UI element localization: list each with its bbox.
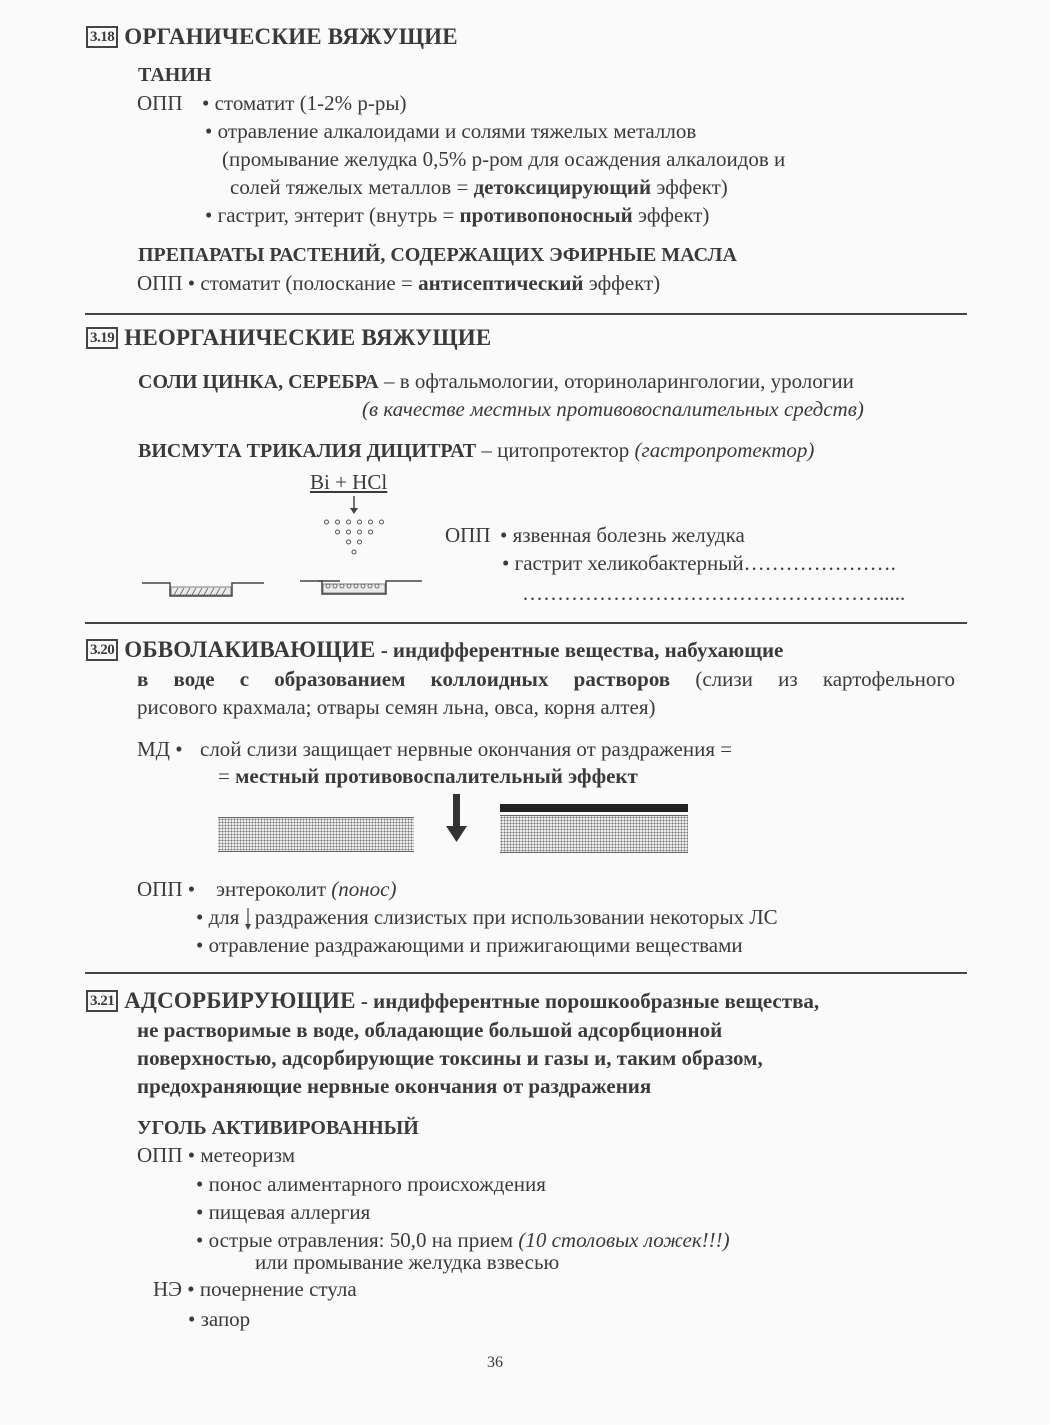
- tanin-line-5: • гастрит, энтерит (внутрь = противопоносный эффект): [205, 203, 710, 227]
- down-arrow-icon: [446, 794, 468, 844]
- precipitate-circle: [380, 520, 384, 524]
- section-definition-2: в воде с образованием коллоидных растворов (слизи из картофельного: [137, 667, 955, 691]
- divider: [85, 622, 967, 624]
- tanin-line-1: • стоматит (1-2% р-ры): [202, 91, 407, 115]
- coal-opp-1: ОПП • метеоризм: [137, 1143, 295, 1167]
- coal-opp-2: • понос алиментарного происхождения: [196, 1172, 546, 1196]
- section-definition-3: рисового крахмала; отвары семян льна, овса, корня алтея): [137, 695, 656, 719]
- tanin-line-2: • отравление алкалоидами и солями тяжелых металлов: [205, 119, 697, 143]
- ulcer-diagram: [140, 576, 270, 604]
- mucosa-protected: [500, 815, 688, 853]
- precipitate-circle: [325, 520, 329, 524]
- bismuth-opp-2: • гастрит хеликобактерный………………….: [502, 551, 896, 575]
- coat-opp-3: • отравление раздражающими и прижигающими веществами: [196, 933, 743, 957]
- section-number: 3.21: [86, 990, 118, 1012]
- tanin-line-4: солей тяжелых металлов = детоксицирующий эффект): [230, 175, 728, 199]
- section-definition-4: предохраняющие нервные окончания от раздражения: [137, 1074, 652, 1098]
- divider: [85, 972, 967, 974]
- section-definition-1: - индифферентные порошкообразные вещества,: [355, 989, 820, 1013]
- md-line-2: = местный противовоспалительный эффект: [218, 764, 638, 788]
- section-number: 3.19: [86, 327, 118, 349]
- section-title: НЕОРГАНИЧЕСКИЕ ВЯЖУЩИЕ: [124, 325, 492, 350]
- precipitate-circle: [369, 520, 373, 524]
- tanin-line-3: (промывание желудка 0,5% р-ром для осаждения алкалоидов и: [222, 147, 786, 171]
- section-title: ОРГАНИЧЕСКИЕ ВЯЖУЩИЕ: [124, 24, 458, 49]
- page-number: 36: [487, 1354, 503, 1371]
- tanin-title: ТАНИН: [138, 64, 212, 86]
- divider: [85, 313, 967, 315]
- precipitate-circle: [369, 530, 373, 534]
- coat-opp-2: • для раздражения слизистых при использовании некоторых ЛС: [196, 905, 778, 929]
- precipitate-circle: [358, 530, 362, 534]
- section-3-20-heading: [86, 637, 783, 663]
- formula-bi-hcl: Bi + HCl: [310, 470, 388, 494]
- bismuth-diagram: [300, 494, 430, 606]
- precipitate-circle: [347, 530, 351, 534]
- coal-ne-1: НЭ • почернение стула: [153, 1277, 357, 1301]
- coat-opp-label: ОПП •: [137, 877, 196, 901]
- section-definition-2: не растворимые в воде, обладающие большой адсорбционной: [137, 1018, 723, 1042]
- mucus-layer: [500, 804, 688, 812]
- precipitate-circle: [358, 540, 362, 544]
- coal-title: УГОЛЬ АКТИВИРОВАННЫЙ: [137, 1117, 419, 1139]
- coal-opp-3: • пищевая аллергия: [196, 1200, 371, 1224]
- section-title: АДСОРБИРУЮЩИЕ: [124, 988, 356, 1013]
- oils-title: ПРЕПАРАТЫ РАСТЕНИЙ, СОДЕРЖАЩИХ ЭФИРНЫЕ МАСЛА: [138, 244, 737, 266]
- precipitate-circle: [336, 520, 340, 524]
- precipitate-circle: [352, 550, 356, 554]
- zinc-note: (в качестве местных противовоспалительных средств): [362, 397, 864, 421]
- section-3-18-heading: [86, 24, 458, 50]
- precipitate-circle: [347, 520, 351, 524]
- section-definition-3: поверхностью, адсорбирующие токсины и газы и, таким образом,: [137, 1046, 763, 1070]
- coat-opp-1: энтероколит (понос): [216, 877, 397, 901]
- precipitate-circle: [336, 530, 340, 534]
- md-label: МД •: [137, 737, 183, 761]
- precipitate-circle: [358, 520, 362, 524]
- section-number: 3.20: [86, 639, 118, 661]
- mucosa-plain: [218, 817, 414, 852]
- tanin-opp-label: ОПП: [137, 91, 183, 115]
- oils-line: ОПП • стоматит (полоскание = антисептический эффект): [137, 271, 661, 295]
- section-3-21-heading: [86, 988, 819, 1014]
- bismuth-opp-1: • язвенная болезнь желудка: [500, 523, 745, 547]
- zinc-line: СОЛИ ЦИНКА, СЕРЕБРА – в офтальмологии, оториноларингологии, урологии: [138, 369, 854, 393]
- bismuth-opp-3: …………………………………………….....: [522, 581, 906, 605]
- bismuth-opp-label: ОПП: [445, 523, 491, 547]
- section-number: 3.18: [86, 26, 118, 48]
- coal-opp-5: или промывание желудка взвесью: [255, 1250, 560, 1274]
- precipitate-circle: [347, 540, 351, 544]
- coal-ne-2: • запор: [188, 1307, 251, 1331]
- coal-opp-4: • острые отравления: 50,0 на прием (10 столовых ложек!!!): [196, 1228, 730, 1252]
- md-line-1: слой слизи защищает нервные окончания от раздражения =: [200, 737, 733, 761]
- section-title: ОБВОЛАКИВАЮЩИЕ: [124, 637, 376, 662]
- bismuth-line: ВИСМУТА ТРИКАЛИЯ ДИЦИТРАТ – цитопротектор (гастропротектор): [138, 438, 815, 462]
- section-3-19-heading: [86, 325, 491, 351]
- section-definition-1: - индифферентные вещества, набухающие: [375, 638, 784, 662]
